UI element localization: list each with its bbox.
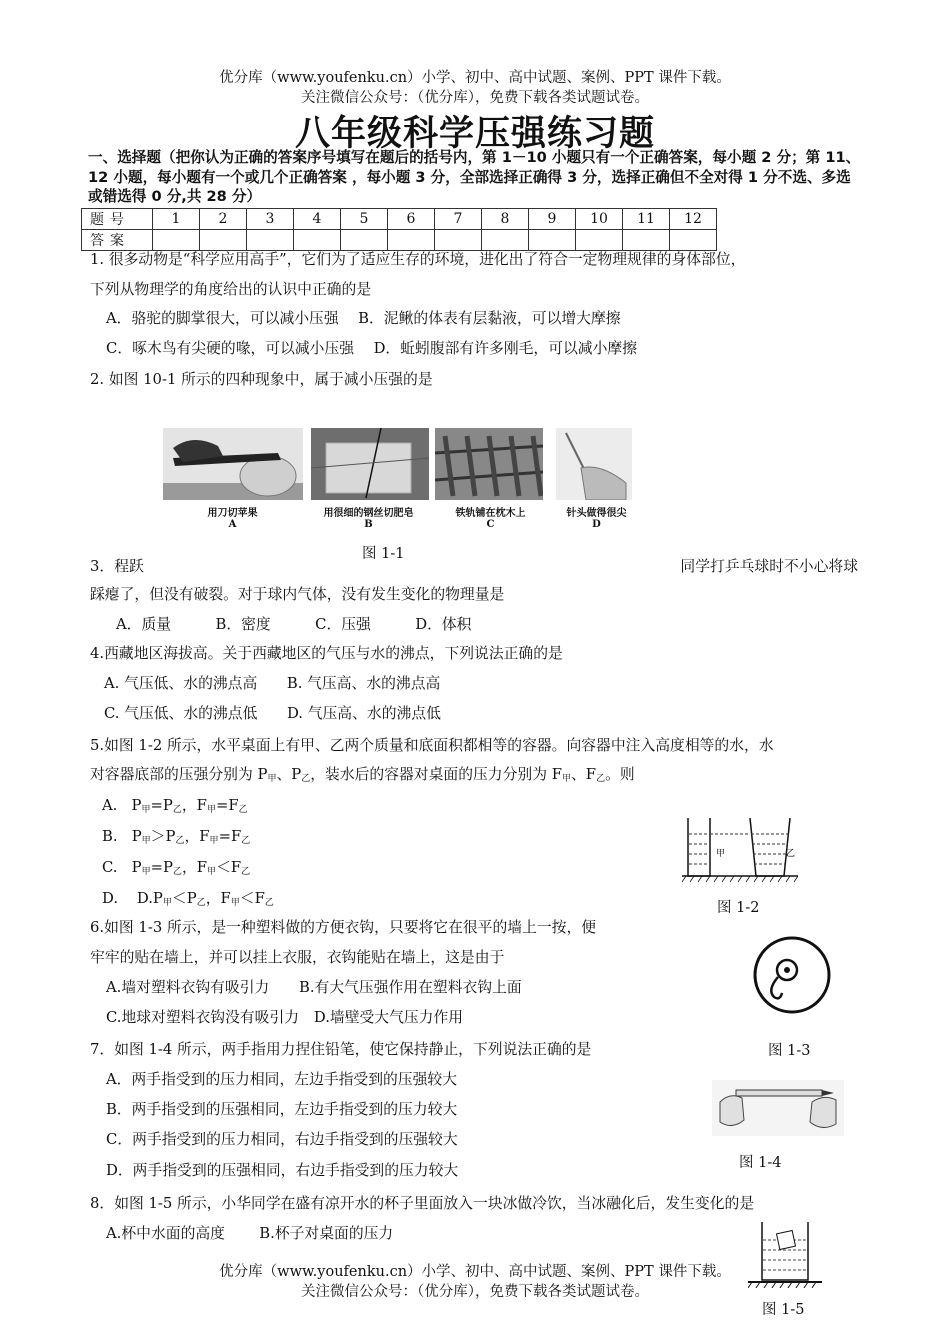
fig-a-caption: 用刀切苹果: [207, 508, 258, 519]
table-cell: 4: [294, 209, 341, 230]
figure-1-3-caption: 图 1-3: [768, 1043, 811, 1059]
sub-jia: 甲: [141, 836, 151, 846]
q6-options-cd: C.地球对塑料衣钩没有吸引力 D.墙壁受大气压力作用: [106, 1009, 464, 1026]
option-prefix: D.: [136, 890, 153, 907]
figure-1-2-caption: 图 1-2: [717, 900, 760, 916]
fig-a-letter: A: [228, 519, 237, 530]
answer-cell-9[interactable]: [529, 230, 576, 251]
sub-jia: 甲: [206, 805, 216, 815]
photo-needle-tip: [556, 428, 632, 500]
rel: ＜: [216, 859, 231, 876]
q3-stem-right: 同学打乒乓球时不小心将球: [680, 558, 858, 575]
q5-text: 、F: [570, 766, 597, 783]
table-cell: 2: [200, 209, 247, 230]
sub-yi: 乙: [172, 805, 182, 815]
rel: =: [150, 797, 163, 814]
sub-jia: 甲: [141, 867, 151, 877]
label-yi: 乙: [786, 849, 796, 859]
footer-line-2: 关注微信公众号：（优分库），免费下载各类试题试卷。: [301, 1284, 649, 1300]
q5-option-d: D. $D.P_甲<P_乙$，$F_甲<F_乙$: [102, 890, 274, 908]
sub-yi: 乙: [301, 774, 311, 784]
q5-stem-line-2: [90, 765, 635, 789]
fig-c-letter: C: [486, 519, 495, 530]
section-instructions: 一、选择题（把你认为正确的答案序号填写在题后的括号内，第 1－10 小题只有一个正确答案，每小题 2 分；第 11、12 小题，每小题有一个或几个正确答案 ，每小题 3 分，全部选择正确得 3 分，选择正确但不全对得 1 分不选、多选或错选得 0 分,共 28 分）: [88, 149, 861, 205]
answer-cell-4[interactable]: [294, 230, 341, 251]
rel: =: [150, 859, 163, 876]
sub-jia: 甲: [561, 774, 571, 784]
sub-jia: 甲: [209, 836, 219, 846]
table-cell: 3: [247, 209, 294, 230]
fig-b-caption: 用很细的钢丝切肥皂: [323, 508, 414, 519]
table-cell: 6: [388, 209, 435, 230]
answer-cell-5[interactable]: [341, 230, 388, 251]
q5-stem-line-1: 5.如图 1-2 所示，水平桌面上有甲、乙两个质量和底面积都相等的容器。向容器中注入高度相等的水，水: [90, 737, 774, 754]
sub-jia: 甲: [230, 898, 240, 908]
sub-yi: 乙: [241, 867, 251, 877]
q7-option-d: D．两手指受到的压强相同，右边手指受到的压力较大: [106, 1162, 459, 1179]
sub-yi: 乙: [238, 805, 248, 815]
header-line-2: 关注微信公众号：（优分库），免费下载各类试题试卷。: [301, 90, 649, 106]
q6-stem-line-1: 6.如图 1-3 所示，是一种塑料做的方便衣钩，只要将它在很平的墙上一按，便: [90, 919, 597, 936]
q5-text: 。则: [605, 766, 635, 783]
q1-stem-line-1: 1. 很多动物是“科学应用高手”，它们为了适应生存的环境，进化出了符合一定物理规律的身体部位，: [90, 251, 746, 268]
sub-jia: 甲: [267, 774, 277, 784]
answer-cell-8[interactable]: [482, 230, 529, 251]
q7-option-c: C．两手指受到的压力相同，右边手指受到的压强较大: [106, 1131, 458, 1148]
option-label: B.: [102, 828, 118, 845]
q8-stem: 8．如图 1-5 所示，小华同学在盛有凉开水的杯子里面放入一块冰做冷饮，当冰融化后，发生变化的是: [90, 1195, 755, 1212]
table-cell: 5: [341, 209, 388, 230]
answer-cell-1[interactable]: [153, 230, 200, 251]
answer-cell-10[interactable]: [576, 230, 623, 251]
option-label: A.: [102, 797, 118, 814]
q1-options-cd: C．啄木鸟有尖硬的喙，可以减小压强 D．蚯蚓腹部有许多刚毛，可以减小摩擦: [106, 340, 637, 357]
sub-jia: 甲: [162, 898, 172, 908]
photo-knife-apple: [163, 428, 303, 500]
option-label: C.: [102, 859, 118, 876]
row-label-number: 题号: [82, 209, 153, 230]
header-line-1: 优分库（www.youfenku.cn）小学、初中、高中试题、案例、PPT 课件下载。: [219, 70, 731, 86]
sub-yi: 乙: [196, 898, 206, 908]
label-jia: 甲: [716, 849, 726, 859]
q1-options-ab: A．骆驼的脚掌很大，可以减小压强 B．泥鳅的体表有层黏液，可以增大摩擦: [106, 310, 621, 327]
table-cell: 12: [670, 209, 717, 230]
table-cell: 1: [153, 209, 200, 230]
figure-1-4-caption: 图 1-4: [739, 1155, 782, 1171]
rel: ＜: [239, 890, 255, 907]
q5-option-a: A. $P_甲=P_乙$，$F_甲=F_乙$: [102, 797, 248, 815]
q5-text: ，装水后的容器对桌面的压力分别为 F: [310, 766, 562, 783]
knife-apple-illustration: [163, 428, 303, 500]
sub-jia: 甲: [207, 867, 217, 877]
q6-stem-line-2: 牢牢的贴在墙上，并可以挂上衣服，衣钩能贴在墙上，这是由于: [90, 949, 505, 966]
q5-option-b: B. $P_甲>P_乙$，$F_甲=F_乙$: [102, 828, 251, 846]
q1-stem-line-2: 下列从物理学的角度给出的认识中正确的是: [90, 281, 372, 298]
answer-cell-2[interactable]: [200, 230, 247, 251]
q6-options-ab: A.墙对塑料衣钩有吸引力 B.有大气压强作用在塑料衣钩上面: [106, 979, 522, 996]
q2-stem: 2. 如图 10-1 所示的四种现象中，属于减小压强的是: [90, 371, 433, 388]
q7-option-b: B．两手指受到的压强相同，左边手指受到的压力较大: [106, 1101, 458, 1118]
sub-yi: 乙: [172, 867, 182, 877]
q4-options-ab: A. 气压低、水的沸点高 B. 气压高、水的沸点高: [104, 675, 441, 692]
q3-stem-left: 3．程跃: [90, 558, 144, 575]
table-cell: 11: [623, 209, 670, 230]
photo-wire-soap: [311, 428, 429, 500]
figure-1-5-caption: 图 1-5: [762, 1302, 805, 1318]
rel: =: [215, 797, 229, 814]
q4-options-cd: C. 气压低、水的沸点低 D. 气压高、水的沸点低: [104, 705, 441, 722]
sub-yi: 乙: [175, 836, 185, 846]
table-cell: 9: [529, 209, 576, 230]
sub-yi: 乙: [596, 774, 606, 784]
answer-cell-3[interactable]: [247, 230, 294, 251]
q8-options-ab: A.杯中水面的高度 B.杯子对桌面的压力: [106, 1225, 394, 1242]
q3-stem-line-2: 踩瘪了，但没有破裂。对于球内气体，没有发生变化的物理量是: [90, 586, 505, 603]
row-label-answer: 答案: [82, 230, 153, 251]
fig-c-caption: 铁轨铺在枕木上: [455, 508, 526, 519]
q7-stem: 7．如图 1-4 所示，两手指用力捏住铅笔，使它保持静止，下列说法正确的是: [90, 1041, 592, 1058]
option-label: D.: [102, 890, 119, 907]
sub-jia: 甲: [141, 805, 151, 815]
figure-1-4-pencil: [712, 1080, 844, 1136]
answer-cell-11[interactable]: [623, 230, 670, 251]
table-cell: 8: [482, 209, 529, 230]
figure-1-2-containers: [680, 810, 800, 885]
fig-d-caption: 针头做得很尖: [566, 508, 627, 519]
table-cell: 10: [576, 209, 623, 230]
fig-d-letter: D: [592, 519, 601, 530]
sub-yi: 乙: [241, 836, 251, 846]
q5-text: 、P: [276, 766, 302, 783]
q7-option-a: A．两手指受到的压力相同，左边手指受到的压强较大: [106, 1071, 458, 1088]
answer-table-row-answers: [82, 230, 717, 251]
rel: =: [218, 828, 231, 845]
rel: ＜: [171, 890, 187, 907]
answer-cell-6[interactable]: [388, 230, 435, 251]
q3-options: A．质量 B．密度 C．压强 D．体积: [116, 616, 472, 633]
q5-option-c: C. $P_甲=P_乙$，$F_甲<F_乙$: [102, 859, 251, 877]
q4-stem: 4.西藏地区海拔高。关于西藏地区的气压与水的沸点，下列说法正确的是: [90, 645, 563, 662]
answer-table-row-numbers: [82, 209, 717, 230]
sub-yi: 乙: [264, 898, 274, 908]
fig-b-letter: B: [364, 519, 373, 530]
answer-cell-7[interactable]: [435, 230, 482, 251]
figure-1-3-hook: [752, 935, 832, 1015]
figure-1-1-caption: 图 1-1: [362, 546, 405, 562]
rail-sleepers-illustration: [435, 428, 543, 500]
footer-line-1: 优分库（www.youfenku.cn）小学、初中、高中试题、案例、PPT 课件下载。: [219, 1264, 731, 1280]
answer-table: [81, 208, 717, 251]
photo-rail-sleepers: [435, 428, 543, 500]
rel: ＞: [150, 828, 166, 845]
needle-illustration: [556, 428, 632, 500]
wire-soap-illustration: [311, 428, 429, 500]
answer-cell-12[interactable]: [670, 230, 717, 251]
table-cell: 7: [435, 209, 482, 230]
q5-text: 对容器底部的压强分别为 P: [90, 766, 268, 783]
page-title: 八年级科学压强练习题: [294, 114, 655, 154]
